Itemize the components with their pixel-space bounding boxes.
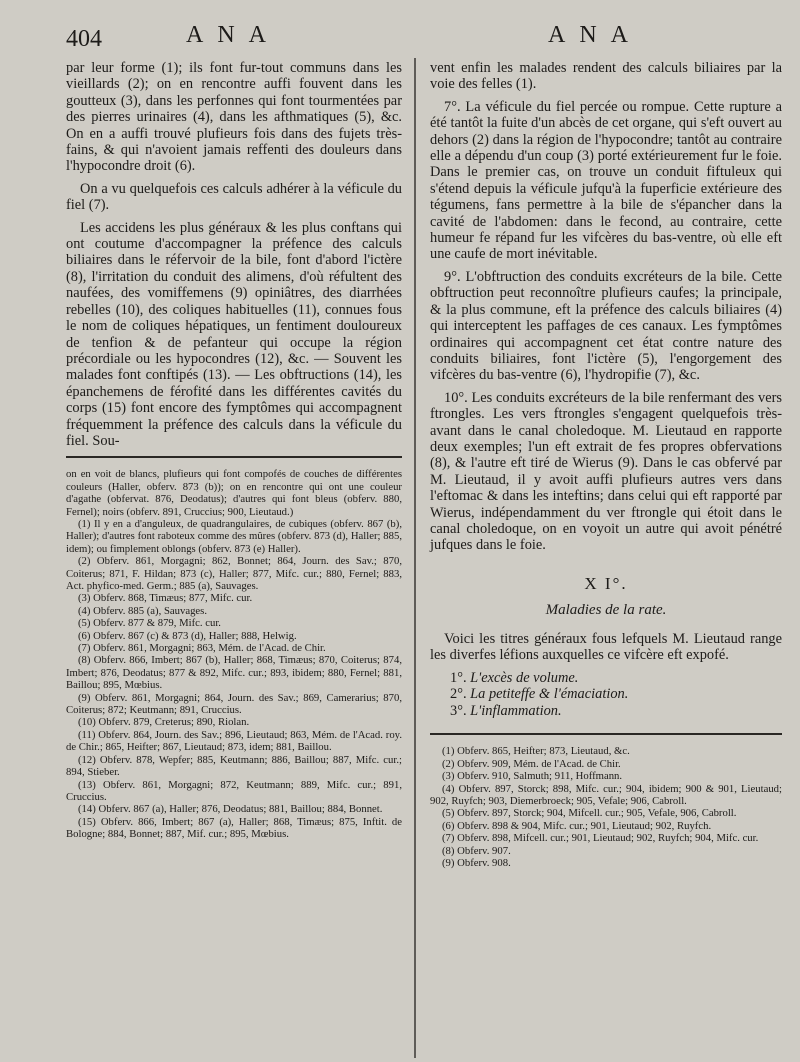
section-title: Maladies de la rate. bbox=[545, 601, 667, 618]
footnote: (7) Obferv. 898, Mifcell. cur.; 901, Lieutaud; 902, Ruyfch; 904, Mifc. cur. bbox=[442, 832, 759, 845]
footnote: (5) Obferv. 877 & 879, Mifc. cur. bbox=[78, 617, 221, 630]
footnote: (8) Obferv. 907. bbox=[442, 844, 511, 857]
footnote: (9) Obferv. 908. bbox=[442, 857, 511, 870]
footnote-rule bbox=[66, 456, 402, 458]
footnote: (12) Obferv. 878, Wepfer; 885, Keutmann; 886, Baillou; 887, Mifc. cur.; 894, Stieber. bbox=[66, 753, 402, 779]
footnote: (1) Il y en a d'anguleux, de quadrangulaires, de cubiques (obferv. 867 (b), Haller); d'autres font raboteux comme des mûres (obferv. 873 (d), Haller; 885, idem); ou fimplement oblongs (obferv. 873 (e) Haller). bbox=[66, 517, 402, 555]
left-column bbox=[66, 60, 402, 841]
footnote: (8) Obferv. 866, Imbert; 867 (b), Haller; 868, Timæus; 870, Coiterus; 874, Imbert; 876, Deodatus; 877 & 892, Mifc. cur.; 893, ibidem; 880, Fernel; 881, Baillou; 895, Mœbius. bbox=[66, 654, 402, 692]
list-item: 1°. L'excès de volume. bbox=[450, 669, 579, 686]
paragraph: par leur forme (1); ils font fur-tout communs dans les vieillards (2); on en rencontre auffi fouvent dans les goutteux (3), dans les perfonnes qui font tourmentées par des pierres urinaires (4), dans les afthmatiques (5), &c. On en a auffi trouvé plufieurs fois dans des fujets très-fains, & qui n'avoient jamais reffenti des douleurs dans l'hypocondre droit (6). bbox=[66, 60, 402, 175]
running-head-right: ANA bbox=[548, 22, 642, 48]
footnote: (6) Obferv. 867 (c) & 873 (d), Haller; 888, Helwig. bbox=[78, 629, 297, 642]
paragraph: 10°. Les conduits excréteurs de la bile renfermant des vers ftrongles. Les vers ftrongles s'engagent quelquefois très-avant dans le canal choledoque. M. Lieutaud en rapporte deux exemples; l'un eft extrait de fes propres obfervations (8), & l'autre eft tiré de Wierus (9). Dans le cas obfervé par M. Lieutaud, il y avoit auffi plufieurs autres vers dans l'eftomac & dans les inteftins; dans celui qui eft rapporté par Wierus, indépendamment du ver ftrongle qui étoit dans le canal choledoque, on en voyoit un autre qui avoit pénétré jufques dans le foie. bbox=[430, 389, 782, 554]
footnote: (6) Obferv. 898 & 904, Mifc. cur.; 901, Lieutaud; 902, Ruyfch. bbox=[442, 819, 712, 832]
list-item: 2°. La petiteffe & l'émaciation. bbox=[450, 686, 629, 703]
footnote: (1) Obferv. 865, Heifter; 873, Lieutaud, &c. bbox=[442, 745, 630, 758]
section-number: X I°. bbox=[584, 573, 628, 593]
footnote: (10) Obferv. 879, Creterus; 890, Riolan. bbox=[78, 716, 250, 729]
paragraph: 9°. L'obftruction des conduits excréteurs de la bile. Cette obftruction peut reconnoître plufieurs caufes; la principale, & la plus commune, eft la préfence des calculs biliaires (4) qui interceptent les paffages de ces canaux. Les fymptômes ordinaires qui accompagnent cet état contre nature des conduits biliaires, font l'ictère (5), l'engorgement des vifcères du bas-ventre (6), l'hydropifie (7), &c. bbox=[430, 268, 782, 384]
paragraph: 7°. La véficule du fiel percée ou rompue. Cette rupture a été tantôt la fuite d'un abcès de cet organe, qui s'eft ouvert au dehors (2) dans la région de l'hypocondre; tantôt au contraire elle a dépendu d'un coup (3) porté extérieurement fur le foie. Dans le premier cas, on trouve un conduit fiftuleux qui s'étend depuis la véficule jufqu'à la fuperficie extérieure des tégumens, fans permettre à la bile de s'épancher dans la cavité de l'abdomen: dans le fecond, au contraire, cette humeur fe répand fur les vifcères du bas-ventre, où elle eft une caufe de mort inévitable. bbox=[430, 98, 782, 263]
footnote: (9) Obferv. 861, Morgagni; 864, Journ. des Sav.; 869, Camerarius; 870, Coiterus; 872; Keutmann; 891, Cruccius. bbox=[66, 691, 402, 717]
footnote: (4) Obferv. 885 (a), Sauvages. bbox=[78, 604, 207, 617]
column-divider bbox=[414, 58, 416, 1058]
section-intro bbox=[430, 631, 782, 664]
footnote: (13) Obferv. 861, Morgagni; 872, Keutmann; 889, Mifc. cur.; 891, Cruccius. bbox=[66, 778, 402, 803]
paragraph: Les accidens les plus généraux & les plus conftans qui ont coutume d'accompagner la préfence des calculs biliaires dans le réfervoir de la bile, font d'abord l'ictère (8), l'irritation du conduit des alimens, d'où réfultent des naufées, des vomiffemens (9) opiniâtres, des diarrhées rebelles (10), des coliques habituelles (11), connues fous le nom de coliques hépatiques, un fentiment douloureux de tenfion & de pefanteur qui occupe la région précordiale ou les hypocondres (12), &c. — Souvent les malades font conftipés (13). — Les obftructions (14), les épanchemens de férofité dans les différentes cavités du corps (15) font encore des fymptômes qui accompagnent fréquemment la préfence des calculs dans la véficule du fiel. Sou- bbox=[66, 219, 402, 449]
footnote: (2) Obferv. 909, Mém. de l'Acad. de Chir. bbox=[442, 757, 621, 770]
footnote: (5) Obferv. 897, Storck; 904, Mifcell. cur.; 905, Vefale, 906, Cabroll. bbox=[442, 807, 737, 820]
footnote: (3) Obferv. 910, Salmuth; 911, Hoffmann. bbox=[442, 770, 623, 783]
footnote: (3) Obferv. 868, Timæus; 877, Mifc. cur. bbox=[78, 592, 253, 605]
footnote: (4) Obferv. 897, Storck; 898, Mifc. cur.; 904, ibidem; 900 & 901, Lieutaud; 902, Ruyfch; 903, Diemerbroeck; 905, Vefale; 906, Cabroll. bbox=[430, 782, 782, 807]
right-body-text bbox=[430, 60, 782, 554]
footnote: (2) Obferv. 861, Morgagni; 862, Bonnet; 864, Journ. des Sav.; 870, Coiterus; 871, F. Hildan; 873 (c), Haller; 877, Mifc. cur.; 880, Fernel; 883, Act. phyfico-med. Germ.; 885 (a), Sauvages. bbox=[66, 555, 402, 592]
footnote-rule bbox=[430, 733, 782, 735]
left-body-text bbox=[66, 60, 402, 449]
footnote: (15) Obferv. 866, Imbert; 867 (a), Haller; 868, Timæus; 875, Inftit. de Bologne; 884, Bonnet; 887, Mif. cur.; 895, Mœbius. bbox=[66, 815, 402, 841]
paragraph: Voici les titres généraux fous lefquels M. Lieutaud range les diverfes léfions auxquelles ce vifcère eft expofé. bbox=[430, 630, 782, 664]
footnote: (11) Obferv. 864, Journ. des Sav.; 896, Lieutaud; 863, Mém. de l'Acad. roy. de Chir.; 865, Heifter; 867, Lieutaud; 873, idem; 881, Baillou. bbox=[66, 728, 402, 754]
list-item: 3°. L'inflammation. bbox=[450, 702, 562, 719]
running-head-left: ANA bbox=[186, 22, 280, 48]
left-footnotes bbox=[66, 468, 402, 840]
footnote: on en voit de blancs, plufieurs qui font compofés de couches de différentes couleurs (Haller, obferv. 873 (b)); on en rencontre qui ont une couleur d'agathe (obfervat. 876, Deodatus); d'autres qui font bleus (obferv. 880, Fernel); noirs (obferv. 891, Cruccius; 900, Lieutaud.) bbox=[66, 468, 402, 518]
right-column bbox=[430, 60, 782, 869]
paragraph: vent enfin les malades rendent des calculs biliaires par la voie des felles (1). bbox=[430, 60, 782, 93]
page-number: 404 bbox=[66, 26, 102, 52]
footnote: (7) Obferv. 861, Morgagni; 863, Mém. de l'Acad. de Chir. bbox=[78, 642, 326, 655]
paragraph: On a vu quelquefois ces calculs adhérer à la véficule du fiel (7). bbox=[66, 180, 402, 214]
lesion-list bbox=[430, 670, 782, 720]
footnote: (14) Obferv. 867 (a), Haller; 876, Deodatus; 881, Baillou; 884, Bonnet. bbox=[78, 803, 383, 816]
right-footnotes bbox=[430, 745, 782, 869]
